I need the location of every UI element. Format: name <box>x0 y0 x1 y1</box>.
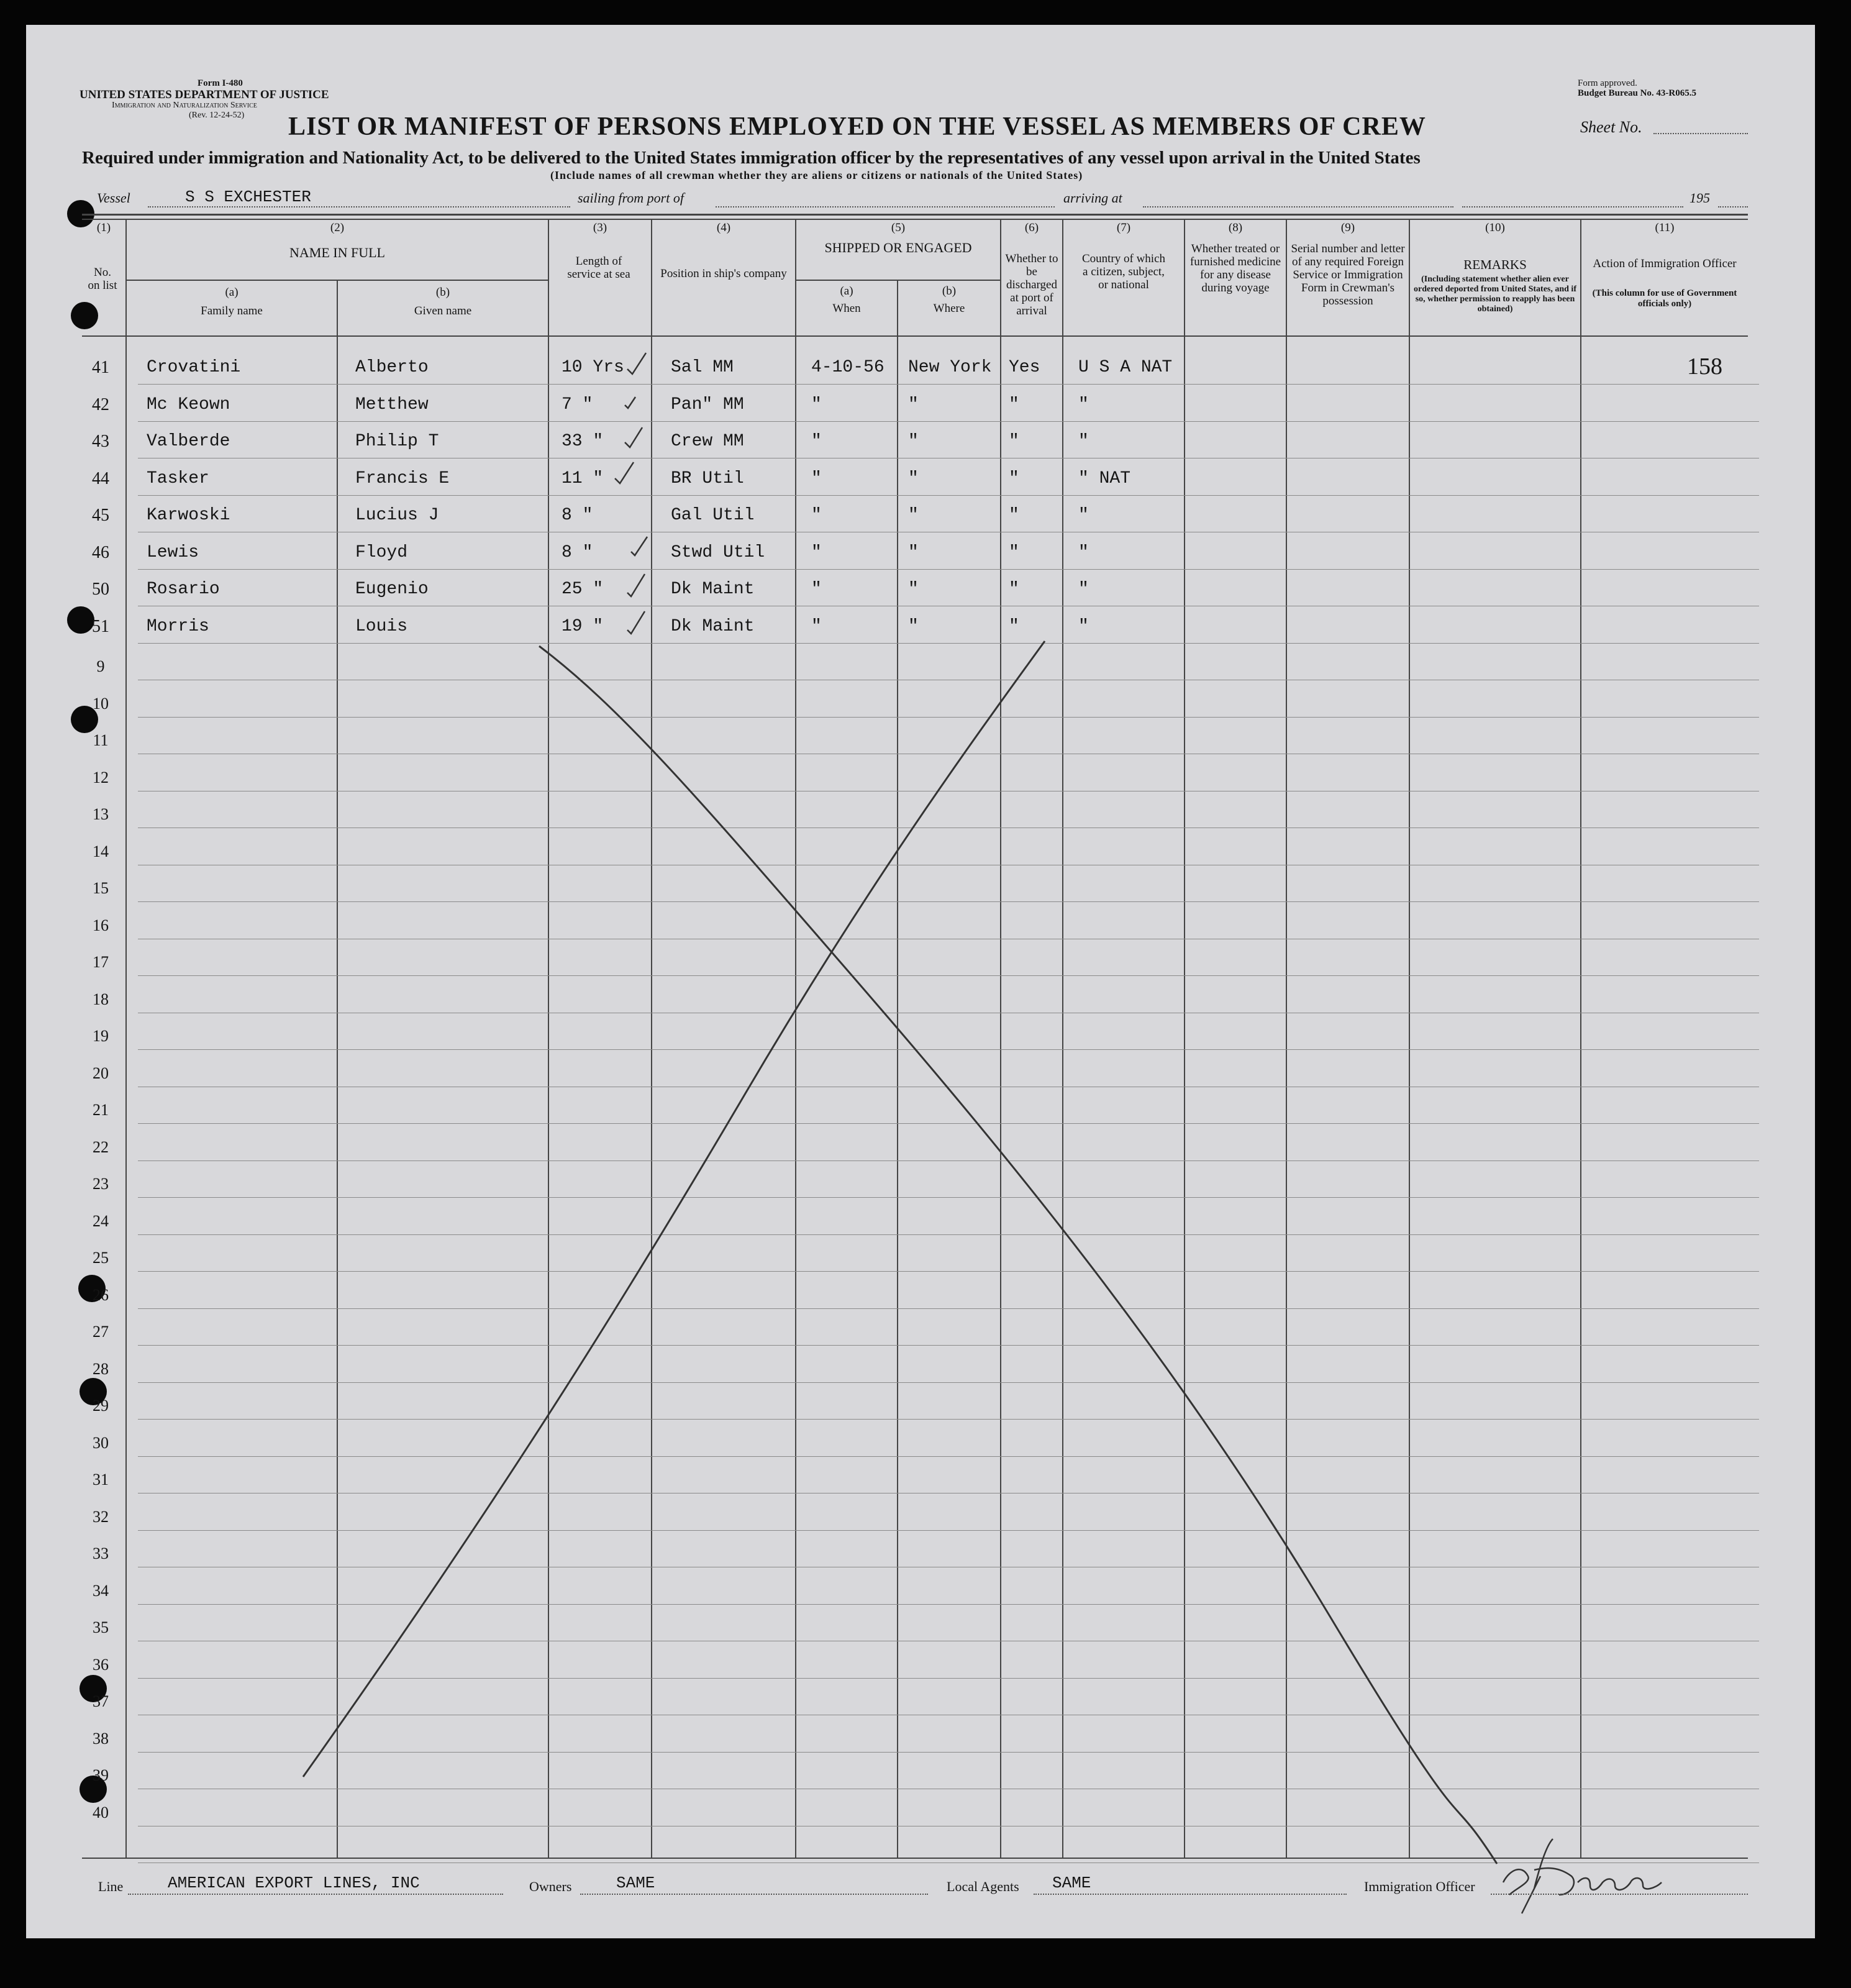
line-number: 10 <box>93 694 109 713</box>
line-number: 37 <box>93 1692 109 1710</box>
shipped-where-cell[interactable]: " <box>908 616 919 636</box>
strike-line <box>303 641 1045 1777</box>
line-number: 20 <box>93 1064 109 1082</box>
shipped-where-cell[interactable]: " <box>908 432 919 451</box>
col6-number: (6) <box>1024 221 1039 234</box>
country-cell[interactable]: " <box>1078 432 1089 451</box>
line-number: 38 <box>93 1729 109 1748</box>
check-mark <box>627 611 645 634</box>
col5a-header: When <box>832 302 861 315</box>
line-number: 21 <box>93 1101 109 1119</box>
col4-number: (4) <box>716 221 731 234</box>
family-name-cell[interactable]: Lewis <box>147 542 199 562</box>
officer-signature <box>1503 1839 1662 1913</box>
col5-header: SHIPPED OR ENGAGED <box>824 240 972 255</box>
col4-header: Position in ship's company <box>660 267 787 280</box>
col2a-number: (a) <box>225 286 239 299</box>
footer-line-value[interactable]: AMERICAN EXPORT LINES, INC <box>168 1874 420 1892</box>
length-of-service-cell[interactable]: 8 " <box>562 506 593 525</box>
col2b-header: Given name <box>414 304 472 317</box>
line-number: 23 <box>93 1175 109 1193</box>
year-label: 195 <box>1690 190 1710 206</box>
page-title: LIST OR MANIFEST OF PERSONS EMPLOYED ON THE VESSEL AS MEMBERS OF CREW <box>288 112 1426 141</box>
col10-number: (10) <box>1485 221 1505 234</box>
col5b-number: (b) <box>942 285 957 298</box>
line-number: 22 <box>93 1138 109 1156</box>
line-number: 35 <box>93 1618 109 1636</box>
line-number: 14 <box>93 842 109 860</box>
col5a-number: (a) <box>840 285 853 298</box>
given-name-cell[interactable]: Philip T <box>355 432 439 451</box>
col8-header: Whether treated or furnished medicine for any disease during voyage <box>1189 242 1281 294</box>
check-mark <box>615 462 634 483</box>
shipped-where-cell[interactable]: " <box>908 542 919 562</box>
discharged-cell[interactable]: " <box>1009 394 1019 414</box>
col10-subheader: (Including statement whether alien ever ordered deported from United States, and if so, whether permission to reapply has been obtained) <box>1414 275 1576 314</box>
line-number: 12 <box>93 768 109 787</box>
shipped-where-cell[interactable]: " <box>908 468 919 488</box>
handwritten-line-number: 43 <box>92 432 109 451</box>
vessel-value[interactable]: S S EXCHESTER <box>185 188 311 206</box>
given-name-cell[interactable]: Metthew <box>355 394 429 414</box>
family-name-cell[interactable]: Rosario <box>147 580 220 599</box>
col8-number: (8) <box>1228 221 1243 234</box>
length-of-service-cell[interactable]: 25 " <box>562 580 604 599</box>
line-number: 31 <box>93 1470 109 1489</box>
position-cell[interactable]: Stwd Util <box>671 542 765 562</box>
col2-number: (2) <box>330 221 345 234</box>
arriving-label: arriving at <box>1063 190 1122 206</box>
handwritten-line-number: 50 <box>92 580 109 599</box>
check-mark <box>625 427 642 447</box>
length-of-service-cell[interactable]: 10 Yrs <box>562 358 624 377</box>
position-cell[interactable]: Gal Util <box>671 506 755 525</box>
given-name-cell[interactable]: Alberto <box>355 358 429 377</box>
shipped-where-cell[interactable]: New York <box>908 358 992 377</box>
length-of-service-cell[interactable]: 8 " <box>562 542 593 562</box>
line-number: 28 <box>93 1359 109 1378</box>
discharged-cell[interactable]: " <box>1009 616 1019 636</box>
page-subtitle: Required under immigration and Nationality Act, to be delivered to the United States immigration officer by the representatives of any vessel upon arrival in the United States <box>82 148 1421 168</box>
handwritten-line-number: 42 <box>92 394 109 414</box>
given-name-cell[interactable]: Eugenio <box>355 580 429 599</box>
sailing-label: sailing from port of <box>578 190 684 206</box>
line-number: 25 <box>93 1249 109 1267</box>
line-number: 19 <box>93 1027 109 1045</box>
service-name: Immigration and Naturalization Service <box>112 101 257 110</box>
sheet-number-label: Sheet No. <box>1580 118 1642 136</box>
col7-header: Country of which a citizen, subject, or national <box>1081 252 1166 291</box>
check-mark <box>627 353 646 374</box>
position-cell[interactable]: Dk Maint <box>671 616 755 636</box>
family-name-cell[interactable]: Valberde <box>147 432 230 451</box>
line-number: 27 <box>93 1323 109 1341</box>
col10-header: REMARKS <box>1463 257 1527 272</box>
col9-number: (9) <box>1340 221 1355 234</box>
handwritten-line-number: 46 <box>92 542 109 562</box>
family-name-cell[interactable]: Karwoski <box>147 506 230 525</box>
form-number: Form I-480 <box>198 78 243 88</box>
line-number: 40 <box>93 1803 109 1822</box>
country-cell[interactable]: " <box>1078 616 1089 636</box>
line-number: 33 <box>93 1544 109 1562</box>
form-approved: Form approved. <box>1578 78 1637 88</box>
line-number: 30 <box>93 1433 109 1452</box>
col3-header: Length of service at sea <box>567 255 630 281</box>
col11-number: (11) <box>1655 221 1675 234</box>
shipped-when-cell[interactable]: " <box>811 432 822 451</box>
crew-note: (Include names of all crewman whether they are aliens or citizens or nationals of the United States) <box>550 169 1083 181</box>
discharged-cell[interactable]: " <box>1009 580 1019 599</box>
discharged-cell[interactable]: " <box>1009 542 1019 562</box>
col1-number: (1) <box>96 221 111 234</box>
col11-header: Action of Immigration Officer <box>1593 257 1737 270</box>
handwritten-line-number: 51 <box>92 616 109 636</box>
check-mark <box>631 537 647 555</box>
line-number: 39 <box>93 1766 109 1784</box>
line-number: 34 <box>93 1581 109 1600</box>
shipped-when-cell[interactable]: " <box>811 394 822 414</box>
col7-number: (7) <box>1116 221 1131 234</box>
line-number: 11 <box>93 731 109 749</box>
footer-line-label: Line <box>98 1879 124 1894</box>
line-number: 13 <box>93 805 109 823</box>
shipped-when-cell[interactable]: " <box>811 506 822 525</box>
position-cell[interactable]: Pan" MM <box>671 394 744 414</box>
country-cell[interactable]: " <box>1078 506 1089 525</box>
length-of-service-cell[interactable]: 7 " <box>562 394 593 414</box>
footer-agents-field <box>1034 1894 1347 1895</box>
line-number: 36 <box>93 1655 109 1674</box>
discharged-cell[interactable]: " <box>1009 506 1019 525</box>
family-name-cell[interactable]: Crovatini <box>147 358 241 377</box>
check-mark <box>627 574 645 596</box>
col2b-number: (b) <box>435 286 450 299</box>
line-number: 18 <box>93 990 109 1008</box>
col6-header: Whether to be discharged at port of arrival <box>1005 252 1058 317</box>
col9-header: Serial number and letter of any required Foreign Service or Immigration Form in Crewman's possession <box>1291 242 1405 308</box>
vessel-label: Vessel <box>97 190 130 206</box>
shipped-when-cell[interactable]: 4-10-56 <box>811 358 885 377</box>
line-number: 17 <box>93 953 109 971</box>
handwritten-line-number: 41 <box>92 358 109 377</box>
col2-header: NAME IN FULL <box>289 245 385 260</box>
length-of-service-cell[interactable]: 11 " <box>562 468 604 488</box>
officer-action-cell: 158 <box>1687 353 1722 380</box>
footer-line-field <box>128 1894 503 1895</box>
country-cell[interactable]: " NAT <box>1078 468 1131 488</box>
form-revision: (Rev. 12-24-52) <box>189 111 245 120</box>
country-cell[interactable]: " <box>1078 394 1089 414</box>
col5b-header: Where <box>933 302 965 315</box>
position-cell[interactable]: BR Util <box>671 468 744 488</box>
shipped-where-cell[interactable]: " <box>908 580 919 599</box>
footer-owners-value[interactable]: SAME <box>616 1874 655 1892</box>
discharged-cell[interactable]: Yes <box>1009 358 1040 377</box>
handwritten-line-number: 44 <box>92 468 109 488</box>
given-name-cell[interactable]: Floyd <box>355 542 408 562</box>
shipped-when-cell[interactable]: " <box>811 542 822 562</box>
col3-number: (3) <box>593 221 607 234</box>
line-number: 26 <box>93 1285 109 1304</box>
family-name-cell[interactable]: Morris <box>147 616 209 636</box>
shipped-when-cell[interactable]: " <box>811 468 822 488</box>
footer-agents-value[interactable]: SAME <box>1052 1874 1091 1892</box>
given-name-cell[interactable]: Lucius J <box>355 506 439 525</box>
budget-bureau: Budget Bureau No. 43-R065.5 <box>1578 88 1696 98</box>
col1-header: No. on list <box>88 266 117 292</box>
strike-line <box>539 646 1497 1864</box>
footer-agents-label: Local Agents <box>947 1879 1019 1894</box>
country-cell[interactable]: U S A NAT <box>1078 358 1173 377</box>
discharged-cell[interactable]: " <box>1009 468 1019 488</box>
line-number: 32 <box>93 1507 109 1526</box>
shipped-where-cell[interactable]: " <box>908 394 919 414</box>
shipped-when-cell[interactable]: " <box>811 580 822 599</box>
shipped-where-cell[interactable]: " <box>908 506 919 525</box>
footer-owners-label: Owners <box>529 1879 572 1894</box>
footer-owners-field <box>580 1894 928 1895</box>
check-mark <box>625 397 635 408</box>
col2a-header: Family name <box>201 304 263 317</box>
position-cell[interactable]: Sal MM <box>671 358 734 377</box>
length-of-service-cell[interactable]: 33 " <box>562 432 604 451</box>
footer-officer-field[interactable] <box>1491 1894 1748 1895</box>
position-cell[interactable]: Dk Maint <box>671 580 755 599</box>
position-cell[interactable]: Crew MM <box>671 432 744 451</box>
line-number: 24 <box>93 1211 109 1230</box>
footer-officer-label: Immigration Officer <box>1364 1879 1475 1894</box>
length-of-service-cell[interactable]: 19 " <box>562 616 604 636</box>
line-number: 29 <box>93 1397 109 1415</box>
line-number: 15 <box>93 879 109 897</box>
department-name: UNITED STATES DEPARTMENT OF JUSTICE <box>80 88 329 101</box>
given-name-cell[interactable]: Francis E <box>355 468 450 488</box>
family-name-cell[interactable]: Tasker <box>147 468 209 488</box>
country-cell[interactable]: " <box>1078 580 1089 599</box>
discharged-cell[interactable]: " <box>1009 432 1019 451</box>
col11-subheader: (This column for use of Government officials only) <box>1592 288 1737 309</box>
line-number: 9 <box>96 657 105 675</box>
given-name-cell[interactable]: Louis <box>355 616 408 636</box>
country-cell[interactable]: " <box>1078 542 1089 562</box>
shipped-when-cell[interactable]: " <box>811 616 822 636</box>
family-name-cell[interactable]: Mc Keown <box>147 394 230 414</box>
col5-number: (5) <box>891 221 906 234</box>
line-number: 16 <box>93 916 109 934</box>
handwritten-line-number: 45 <box>92 506 109 525</box>
